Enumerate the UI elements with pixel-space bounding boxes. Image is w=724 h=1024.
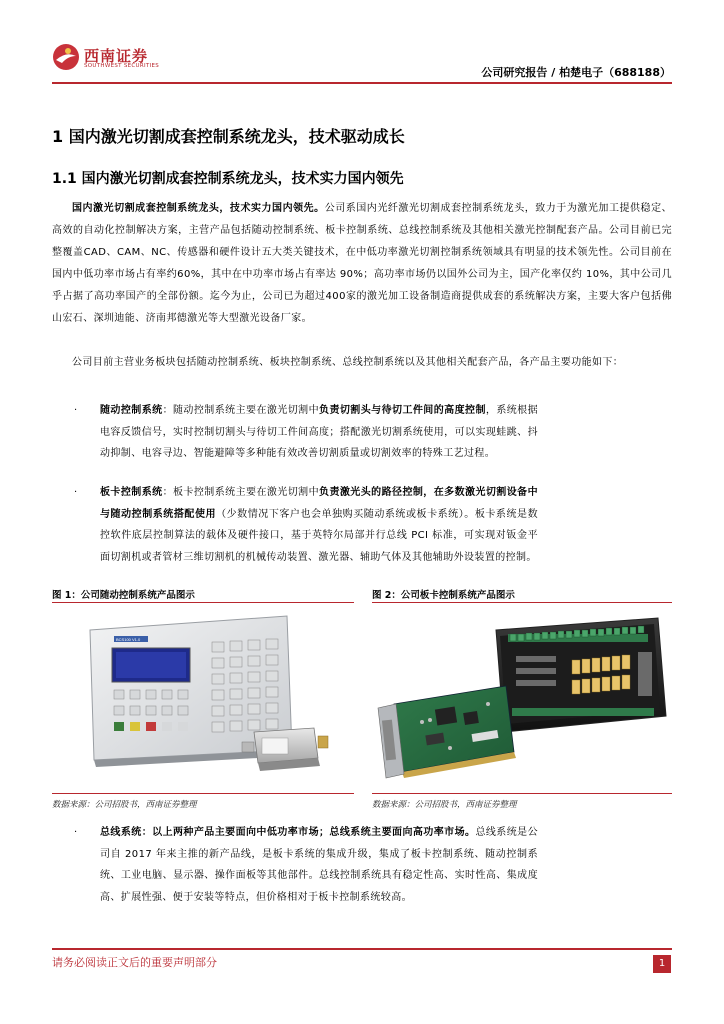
- logo-mark-icon: [52, 43, 80, 71]
- footer-disclaimer: 请务必阅读正文后的重要声明部分: [52, 956, 217, 969]
- bullet-lead: 随动控制系统: [100, 405, 163, 416]
- intro-bold-lead: 国内激光切割成套控制系统龙头，技术实力国内领先。: [72, 203, 325, 214]
- follow-control-product-image: [82, 610, 332, 785]
- bullet-bold-mid: 负责切割头与待切工件间的高度控制: [319, 405, 486, 416]
- figure-2-rule: [372, 602, 672, 603]
- figure-2-source-rule: [372, 793, 672, 794]
- figure-1-source-rule: [52, 793, 354, 794]
- figure-1-rule: [52, 602, 354, 603]
- bullet-bus-system: [52, 822, 672, 908]
- section-heading: 1 国内激光切割成套控制系统龙头，技术驱动成长: [52, 127, 405, 146]
- bullet-rest: 总线系统是公司自 2017 年来主推的新产品线，是板卡系统的集成升级，集成了板卡控制系统、随动控制系统、工业电脑、显示器、操作面板等其他部件。总线控制系统具有稳定性高、实时性高、集成度高、扩展性强、便于安装等特点，但价格相对于板卡控制系统较高。: [100, 827, 538, 903]
- footer-divider: [52, 948, 672, 950]
- page-number: 1: [653, 955, 671, 973]
- bullet-lead: 总线系统：以上两种产品主要面向中低功率市场；总线系统主要面向高功率市场。: [100, 827, 476, 838]
- bullet-dot: ·: [74, 827, 78, 838]
- bullet-colon: ：板卡控制系统主要在激光切割中: [162, 487, 320, 498]
- bullet-board-control: [52, 482, 672, 568]
- bullet-dot: ·: [74, 487, 78, 498]
- bullet-bold-mid: 负责激光头的路径控制，在多数激光切割设备中与随动控制系统搭配使用: [100, 487, 538, 520]
- intro-paragraph: [52, 198, 672, 330]
- report-title: 公司研究报告 / 柏楚电子（688188）: [481, 66, 671, 79]
- intro-text: 公司系国内光纤激光切割成套控制系统龙头，致力于为激光加工提供稳定、高效的自动化控制解决方案，主营产品包括随动控制系统、板卡控制系统、总线控制系统及其他相关激光控制配套产品。公司目前已完整覆盖CAD、CAM、NC、传感器和硬件设计五大类关键技术，在中低功率激光切割控制系统领域具有明显的技术领先性。公司目前在国内中低功率市场占有率约60%，其中在中功率市场占有率达 90%；高功率市场仍以国外公司为主，国产化率仅约 10%，其中公司几乎占据了高功率国产的全部份额。迄今为止，公司已为超过400家的激光加工设备制造商提供成套的系统解决方案，主要大客户包括佛山宏石、深圳迪能、济南邦德激光等大型激光设备厂家。: [52, 203, 672, 324]
- logo-text-cn: 西南证券: [84, 47, 149, 65]
- bullet-follow-control: [52, 400, 672, 465]
- board-control-product-image: [376, 612, 668, 784]
- figure-1-source: 数据来源：公司招股书，西南证券整理: [52, 800, 197, 810]
- products-intro-paragraph: 公司目前主营业务板块包括随动控制系统、板块控制系统、总线控制系统以及其他相关配套产品，各产品主要功能如下：: [72, 357, 624, 368]
- bullet-dot: ·: [74, 405, 78, 416]
- figure-1-title: 图 1：公司随动控制系统产品图示: [52, 590, 195, 601]
- bullet-lead: 板卡控制系统: [100, 487, 163, 498]
- company-logo: [52, 43, 160, 73]
- figure-2-source: 数据来源：公司招股书，西南证券整理: [372, 800, 517, 810]
- bullet-colon: ：随动控制系统主要在激光切割中: [162, 405, 320, 416]
- bullet-rest: ，系统根据电容反馈信号，实时控制切割头与待切工件间高度；搭配激光切割系统使用，可以实现蛙跳、抖动抑制、电容寻边、智能避障等多种能有效改善切割质量或切割效率的特殊工艺过程。: [100, 405, 539, 459]
- header-divider: [52, 82, 672, 84]
- figure-2-title: 图 2：公司板卡控制系统产品图示: [372, 590, 515, 601]
- panel-label: BCS100 V1.0: [116, 637, 141, 642]
- subsection-heading: 1.1 国内激光切割成套控制系统龙头，技术实力国内领先: [52, 171, 404, 187]
- logo-text-en: SOUTHWEST SECURITIES: [84, 63, 160, 69]
- bullet-rest: （少数情况下客户也会单独购买随动系统或板卡系统）。板卡系统是数控软件底层控制算法的载体及硬件接口，基于英特尔局部并行总线 PCI 标准，可实现对钣金平面切割机或者管材三维切割机的机械传动装置、激光器、辅助气体及其他辅助外设装置的控制。: [100, 508, 538, 563]
